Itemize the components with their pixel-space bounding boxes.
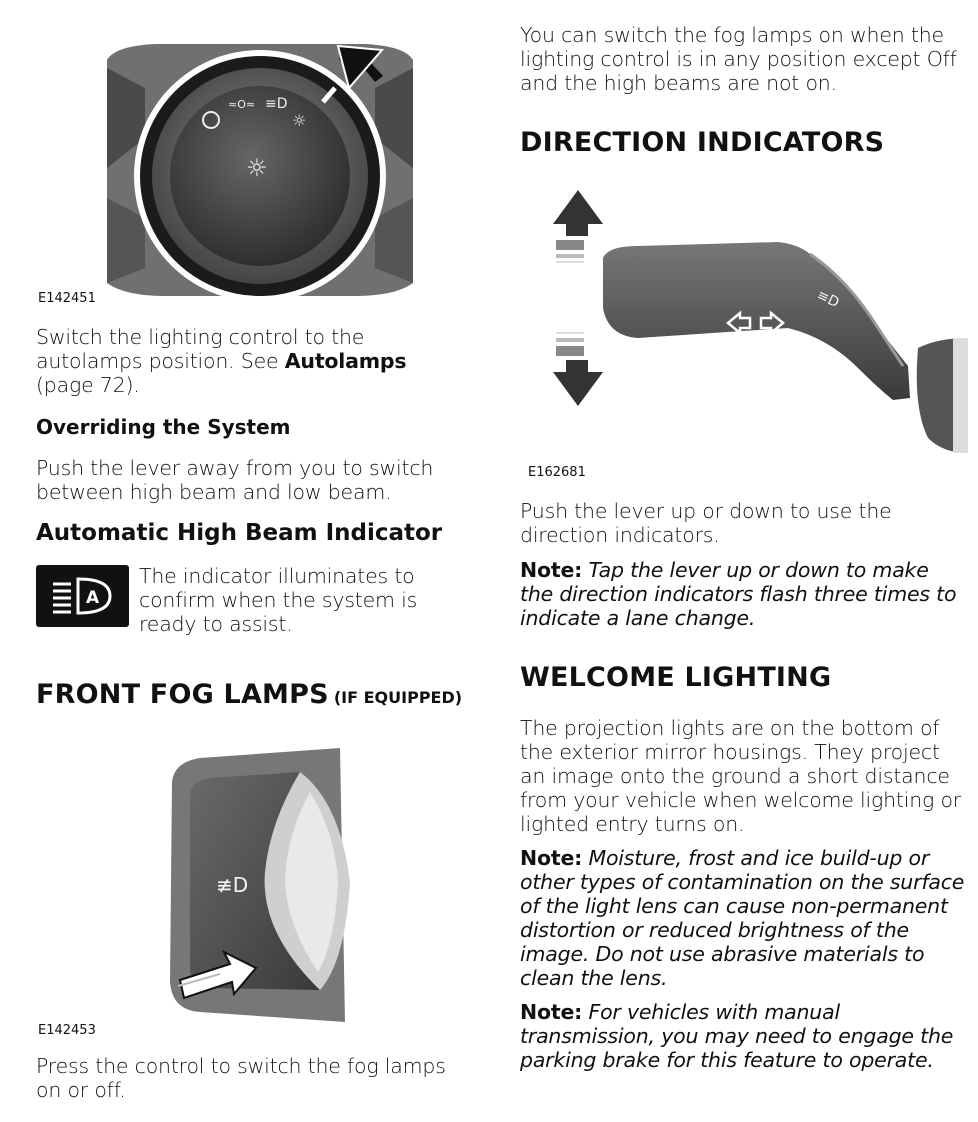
svg-text:≢D: ≢D (216, 873, 249, 897)
auto-high-beam-icon (36, 565, 129, 627)
figure-code: E162681 (528, 465, 586, 480)
figure-code: E142453 (38, 1023, 96, 1038)
note-direction: Note: Tap the lever up or down to make the direction indicators flash three times to indicate a lane change. (520, 558, 957, 630)
indicator-paragraph: The indicator illuminates to confirm when the system is ready to assist. (139, 564, 418, 636)
overriding-heading: Overriding the System (36, 415, 291, 439)
fog-intro-paragraph: You can switch the fog lamps on when the lighting control is in any position except Off and the high beams are not on. (520, 23, 957, 95)
svg-text:≈Ο≈: ≈Ο≈ (228, 98, 256, 111)
autolamps-paragraph: Switch the lighting control to the autolamps position. See Autolamps (page 72). (36, 325, 407, 397)
overriding-paragraph: Push the lever away from you to switch between high beam and low beam. (36, 456, 434, 504)
fog-lamp-switch-illustration (160, 742, 360, 1032)
svg-text:☼: ☼ (292, 111, 307, 130)
svg-text:☼: ☼ (246, 154, 268, 182)
lighting-control-dial-illustration (95, 28, 425, 303)
svg-text:≡D: ≡D (265, 96, 288, 112)
note-welcome-manual: Note: For vehicles with manual transmission, you may need to engage the parking brake for this feature to operate. (520, 1000, 954, 1072)
fog-paragraph: Press the control to switch the fog lamps on or off. (36, 1054, 446, 1102)
direction-indicator-lever-illustration (548, 188, 968, 460)
fog-heading: FRONT FOG LAMPS (IF EQUIPPED) (36, 679, 463, 710)
autolamps-link[interactable]: Autolamps (284, 349, 407, 373)
welcome-paragraph: The projection lights are on the bottom of the exterior mirror housings. They project an image onto the ground a short distance from your vehicle when welcome lighting or lighted entry turns on. (520, 716, 962, 836)
auto-high-beam-heading: Automatic High Beam Indicator (36, 520, 443, 546)
welcome-heading: WELCOME LIGHTING (520, 662, 832, 693)
direction-paragraph: Push the lever up or down to use the direction indicators. (520, 499, 892, 547)
direction-heading: DIRECTION INDICATORS (520, 127, 885, 158)
svg-text:≡D: ≡D (814, 287, 842, 312)
figure-code: E142451 (38, 291, 96, 306)
note-welcome-contamination: Note: Moisture, frost and ice build-up or other types of contamination on the surface of the light lens can cause non-permanent distortion or reduced brightness of the image. Do not use abrasive materials to clean the lens. (520, 846, 965, 990)
svg-text:A: A (86, 588, 100, 608)
auto-high-beam-icon-box (36, 565, 129, 627)
